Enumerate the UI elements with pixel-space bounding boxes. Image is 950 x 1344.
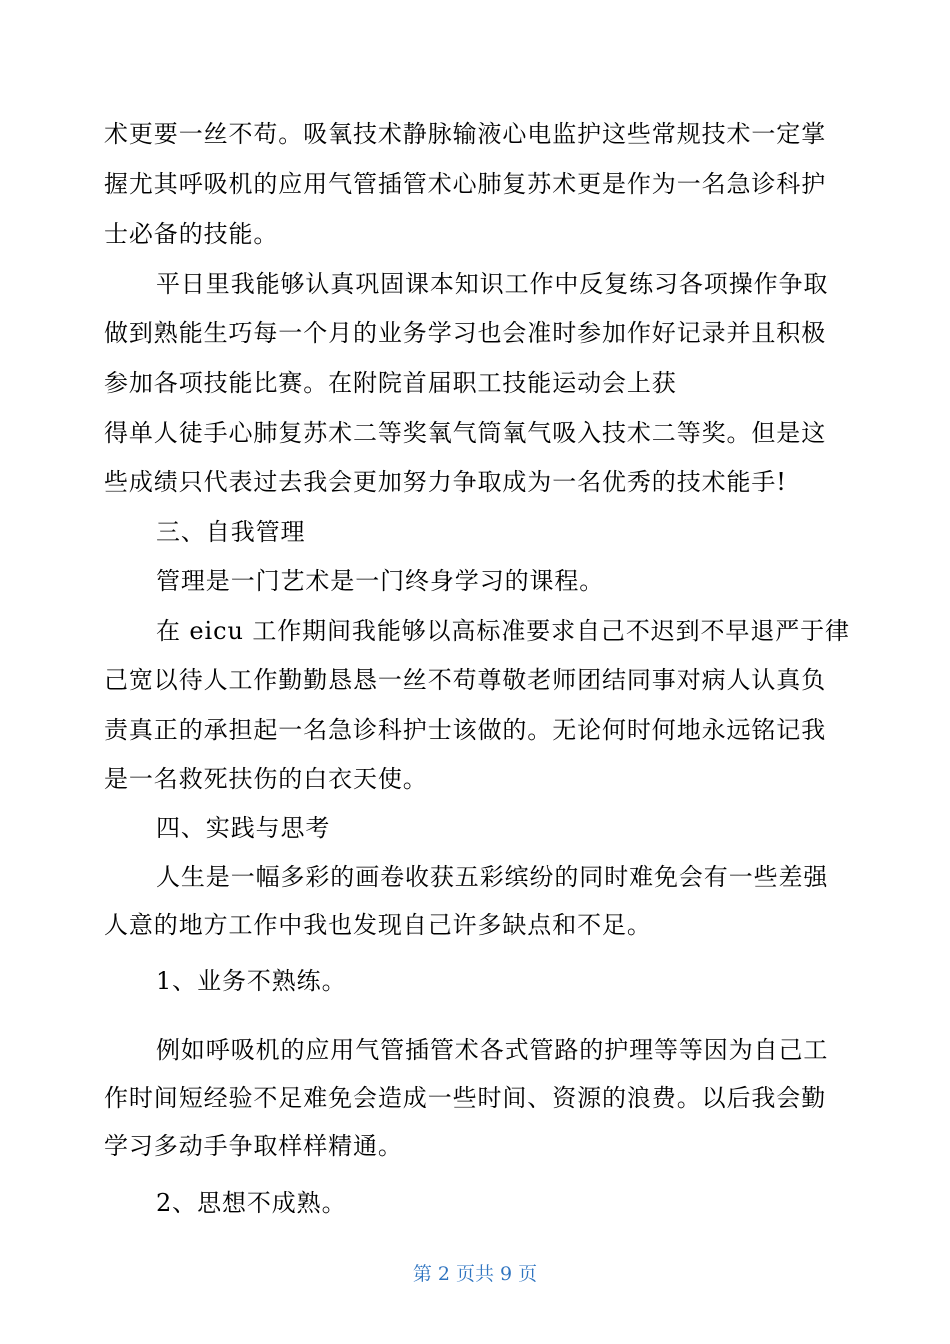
list-item-heading: 1、业务不熟练。 <box>156 967 347 995</box>
paragraph-line: 人生是一幅多彩的画卷收获五彩缤纷的同时难免会有一些差强 <box>156 863 829 891</box>
paragraph-line: 些成绩只代表过去我会更加努力争取成为一名优秀的技术能手! <box>104 468 787 496</box>
paragraph-line: 例如呼吸机的应用气管插管术各式管路的护理等等因为自己工 <box>156 1036 829 1064</box>
paragraph-line: 学习多动手争取样样精通。 <box>104 1132 403 1160</box>
paragraph-line: 做到熟能生巧每一个月的业务学习也会准时参加作好记录并且积极 <box>104 319 827 347</box>
page-number-footer: 第 2 页共 9 页 <box>412 1263 538 1285</box>
list-item-heading: 2、思想不成熟。 <box>156 1189 347 1217</box>
paragraph-line: 得单人徒手心肺复苏术二等奖氧气筒氧气吸入技术二等奖。但是这 <box>104 419 827 447</box>
paragraph-line: 己宽以待人工作勤勤恳恳一丝不苟尊敬老师团结同事对病人认真负 <box>104 666 827 694</box>
paragraph-line: 是一名救死扶伤的白衣天使。 <box>104 765 428 793</box>
paragraph-line: 管理是一门艺术是一门终身学习的课程。 <box>156 567 605 595</box>
paragraph-line: 在 eicu 工作期间我能够以高标准要求自己不迟到不早退严于律 <box>156 617 850 645</box>
paragraph-line: 握尤其呼吸机的应用气管插管术心肺复苏术更是作为一名急诊科护 <box>104 170 827 198</box>
section-heading: 三、自我管理 <box>156 518 306 546</box>
paragraph-line: 责真正的承担起一名急诊科护士该做的。无论何时何地永远铭记我 <box>104 716 827 744</box>
paragraph-line: 士必备的技能。 <box>104 220 279 248</box>
paragraph-line: 作时间短经验不足难免会造成一些时间、资源的浪费。以后我会勤 <box>104 1084 827 1112</box>
section-heading: 四、实践与思考 <box>156 814 331 842</box>
paragraph-line: 人意的地方工作中我也发现自己许多缺点和不足。 <box>104 911 652 939</box>
paragraph-line: 术更要一丝不苟。吸氧技术静脉输液心电监护这些常规技术一定掌 <box>104 120 827 148</box>
paragraph-line: 平日里我能够认真巩固课本知识工作中反复练习各项操作争取 <box>156 270 829 298</box>
paragraph-line: 参加各项技能比赛。在附院首届职工技能运动会上获 <box>104 369 677 397</box>
